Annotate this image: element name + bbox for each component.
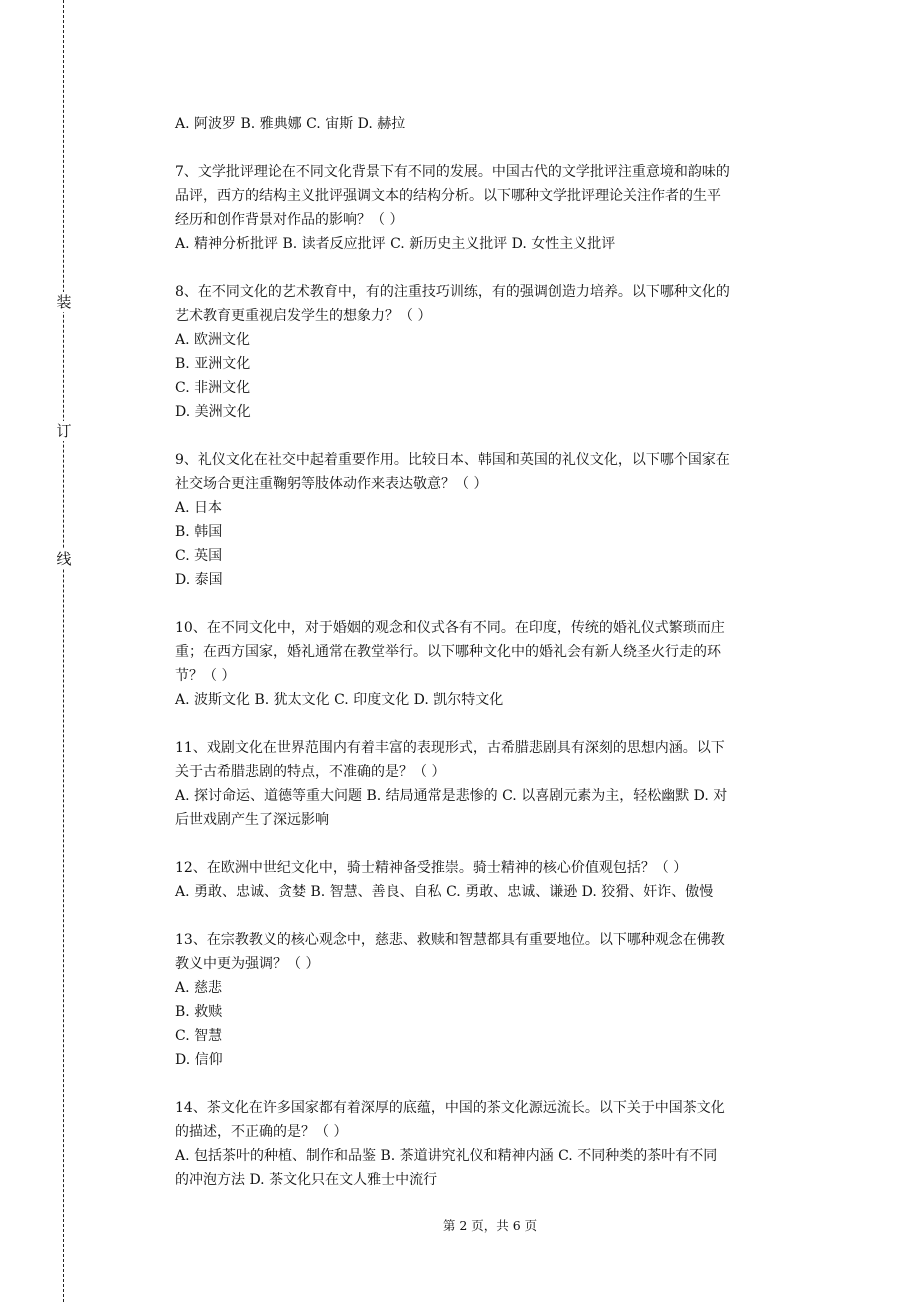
question-stem-line: 7、文学批评理论在不同文化背景下有不同的发展。中国古代的文学批评注重意境和韵味的 — [175, 164, 730, 180]
question-stem-line: 艺术教育更重视启发学生的想象力？（ ） — [175, 308, 432, 324]
question-stem-line: 社交场合更注重鞠躬等肢体动作来表达敬意？（ ） — [175, 476, 488, 492]
question-option-line: C. 非洲文化 — [175, 380, 251, 396]
question-spacer — [175, 592, 820, 616]
question-spacer — [175, 256, 820, 280]
question-stem-line: 关于古希腊悲剧的特点，不准确的是？（ ） — [175, 764, 446, 780]
question-stem-line: 品评，西方的结构主义批评强调文本的结构分析。以下哪种文学批评理论关注作者的生平 — [175, 188, 721, 204]
question-spacer — [175, 904, 820, 928]
question-stem-line: 经历和创作背景对作品的影响？（ ） — [175, 212, 404, 228]
question-stem-line: 重；在西方国家，婚礼通常在教堂举行。以下哪种文化中的婚礼会有新人绕圣火行走的环 — [175, 644, 721, 660]
question-option-line: A. 勇敢、忠诚、贪婪 B. 智慧、善良、自私 C. 勇敢、忠诚、谦逊 D. 狡猾、奸诈、傲慢 — [175, 884, 714, 900]
question-stem-line: 教义中更为强调？（ ） — [175, 956, 320, 972]
question-spacer — [175, 832, 820, 856]
binding-label-zhuang: 装 — [54, 292, 74, 312]
question-block — [175, 928, 820, 1072]
question-option-line: A. 欧洲文化 — [175, 332, 251, 348]
question-option-line: A. 探讨命运、道德等重大问题 B. 结局通常是悲惨的 C. 以喜剧元素为主，轻松幽默 D. 对 — [175, 788, 728, 804]
question-stem-line: 12、在欧洲中世纪文化中，骑士精神备受推崇。骑士精神的核心价值观包括？（ ） — [175, 860, 688, 876]
question-stem-line: 13、在宗教教义的核心观念中，慈悲、救赎和智慧都具有重要地位。以下哪种观念在佛教 — [175, 932, 725, 948]
question-block — [175, 448, 820, 592]
question-stem-line: 9、礼仪文化在社交中起着重要作用。比较日本、韩国和英国的礼仪文化，以下哪个国家在 — [175, 452, 730, 468]
question-option-line: C. 智慧 — [175, 1028, 223, 1044]
question-spacer — [175, 712, 820, 736]
question-option-line: B. 韩国 — [175, 524, 223, 540]
question-option-line: 后世戏剧产生了深远影响 — [175, 812, 329, 828]
question-option-line: A. 波斯文化 B. 犹太文化 C. 印度文化 D. 凯尔特文化 — [175, 692, 504, 708]
question-option-line: D. 泰国 — [175, 572, 223, 588]
question-block — [175, 280, 820, 424]
question-stem-line: 11、戏剧文化在世界范围内有着丰富的表现形式，古希腊悲剧具有深刻的思想内涵。以下 — [175, 740, 725, 756]
question-option-line: A. 精神分析批评 B. 读者反应批评 C. 新历史主义批评 D. 女性主义批评 — [175, 236, 616, 252]
question-stem-line: 14、茶文化在许多国家都有着深厚的底蕴，中国的茶文化源远流长。以下关于中国茶文化 — [175, 1100, 725, 1116]
page-footer: 第 2 页，共 6 页 — [442, 1218, 538, 1233]
question-block — [175, 1096, 820, 1192]
question-block — [175, 736, 820, 832]
binding-dashed-line — [63, 0, 64, 1302]
question-option-line: D. 信仰 — [175, 1052, 223, 1068]
binding-label-ding: 订 — [54, 421, 74, 441]
question-stem-line: 8、在不同文化的艺术教育中，有的注重技巧训练，有的强调创造力培养。以下哪种文化的 — [175, 284, 730, 300]
question-stem-line: 10、在不同文化中，对于婚姻的观念和仪式各有不同。在印度，传统的婚礼仪式繁琐而庄 — [175, 620, 725, 636]
question-option-line: C. 英国 — [175, 548, 223, 564]
question-option-line: B. 亚洲文化 — [175, 356, 251, 372]
question-option-line: B. 救赎 — [175, 1004, 223, 1020]
question-option-line: A. 包括茶叶的种植、制作和品鉴 B. 茶道讲究礼仪和精神内涵 C. 不同种类的茶叶有不同 — [175, 1148, 718, 1164]
question-spacer — [175, 136, 820, 160]
question-block — [175, 856, 820, 904]
question-block — [175, 616, 820, 712]
top-options-line: A. 阿波罗 B. 雅典娜 C. 宙斯 D. 赫拉 — [175, 116, 406, 132]
question-spacer — [175, 424, 820, 448]
question-block — [175, 160, 820, 256]
question-stem-line: 节？（ ） — [175, 668, 236, 684]
question-option-line: 的冲泡方法 D. 茶文化只在文人雅士中流行 — [175, 1172, 438, 1188]
question-option-line: A. 日本 — [175, 500, 223, 516]
question-option-line: A. 慈悲 — [175, 980, 223, 996]
question-stem-line: 的描述，不正确的是？（ ） — [175, 1124, 348, 1140]
question-option-line: D. 美洲文化 — [175, 404, 251, 420]
question-spacer — [175, 1072, 820, 1096]
binding-label-xian: 线 — [54, 549, 74, 569]
question-content — [175, 112, 820, 1192]
